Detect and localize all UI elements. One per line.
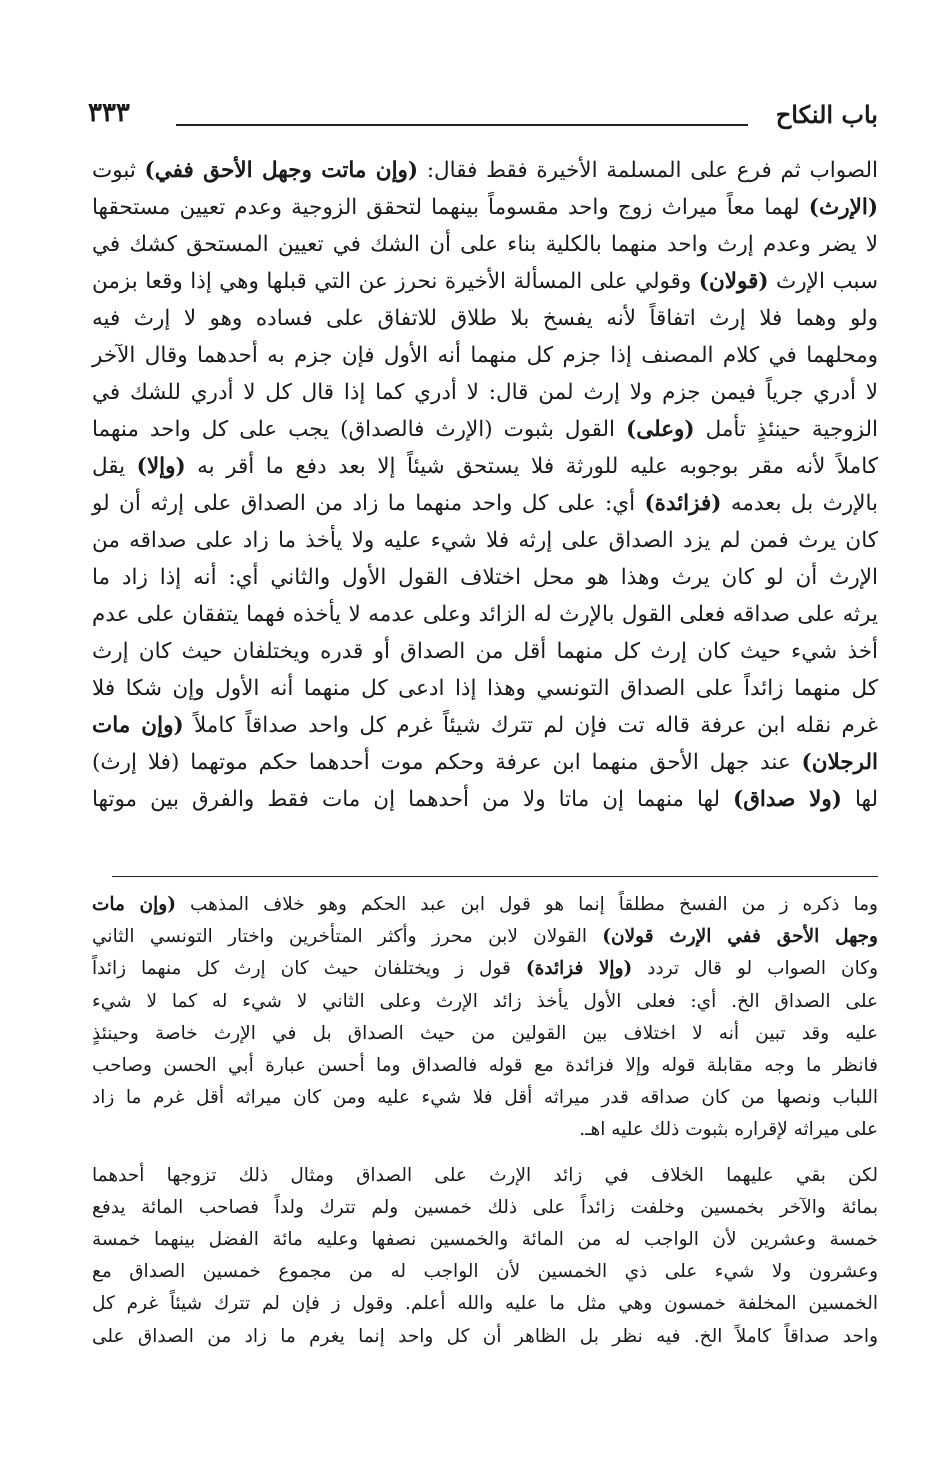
text-run: الزوجية حينئذٍ تأمل — [694, 417, 879, 442]
main-text-line — [92, 448, 878, 485]
bold-term: وجهل الأحق ففي الإرث قولان) — [602, 926, 878, 948]
text-run: بمائة والآخر بخمسين وخلفت زائداً على ذلك خمسين ولم تترك ولداً فصاحب المائة يدفع — [92, 1196, 878, 1218]
text-run: على الصداق الخ. أي: فعلى الأول يأخذ زائد الإرث وعلى الثاني لا شيء له كما لا شيء — [92, 990, 878, 1012]
text-run: القول بثبوت (الإرث فالصداق) يجب على كل واحد منهما — [92, 417, 627, 442]
footnotes — [92, 889, 878, 1353]
text-run: واحد صداقاً كاملاً الخ. فيه نظر بل الظاهر أن كل واحد إنما يغرم ما زاد من الصداق على — [92, 1325, 878, 1347]
text-run: وقولي على المسألة الأخيرة نحرز عن التي قبلها وهي إذا وقعا بزمن — [92, 269, 699, 294]
bold-term: الرجلان) — [801, 750, 878, 775]
text-run: قول ز ويختلفان حيث كان إرث كل منهما زائداً — [92, 958, 526, 980]
bold-term: (قولان) — [698, 269, 769, 294]
page-number: ٣٣٣ — [88, 98, 130, 128]
text-run: ومحلهما في كلام المصنف إذا جزم كل منهما أنه الأول فإن جزم به أحدهما وقال الآخر — [92, 343, 878, 368]
main-text-line — [92, 411, 878, 448]
main-text-line — [92, 226, 878, 263]
footnote-separator — [112, 876, 878, 877]
text-run: وكان الصواب لو قال تردد — [632, 958, 878, 980]
text-run: على ميراثه لإقراره بثبوت ذلك عليه اهـ. — [579, 1119, 878, 1141]
bold-term: (وإن ماتت وجهل الأحق ففي) — [144, 158, 419, 183]
text-run: يرثه على صداقه فعلى القول بالإرث له الزائد وعلى عدمه لا يأخذه فهما يتفقان على عدم — [92, 602, 878, 627]
footnote-line — [92, 1192, 878, 1224]
text-run: كان يرث فمن لم يزد الصداق على إرثه فلا شيء عليه ولا يأخذ ما زاد على صداقه من — [92, 528, 878, 553]
text-run: فانظر ما وجه مقابلة قوله وإلا فزائدة مع قوله فالصداق وما أحسن عبارة أبي الحسن وصاحب — [92, 1055, 878, 1077]
footnote-line — [92, 1018, 878, 1050]
footnote-line — [92, 1224, 878, 1256]
footnote-line — [92, 1114, 878, 1146]
text-run: عند جهل الأحق منهما ابن عرفة وحكم موت أحدهما حكم موتهما (فلا إرث) — [92, 750, 802, 775]
main-text-line — [92, 781, 878, 818]
bold-term: (وإلا فزائدة) — [525, 958, 633, 980]
text-run: غرم نقله ابن عرفة قاله تت فإن لم تترك شيئاً غرم كل واحد صداقاً كاملاً — [183, 713, 878, 738]
text-run: وعشرون ولا شيء على ذي الخمسين لأن الواجب له من مجموع خمسين الصداق مع — [92, 1261, 878, 1283]
main-text-line — [92, 670, 878, 707]
footnote-line — [92, 921, 878, 953]
main-text-line — [92, 189, 878, 226]
text-run: أي: على كل واحد منهما ما زاد من الصداق على إرثه أن لو — [92, 491, 645, 516]
main-text-line — [92, 152, 878, 189]
text-run: وما ذكره ز من الفسخ مطلقاً إنما هو قول ابن عبد الحكم وهو خلاف المذهب — [175, 894, 878, 915]
main-text-line — [92, 744, 878, 781]
text-run: بالإرث بل بعدمه — [721, 491, 879, 516]
text-run: لا أدري جرياً فيمن جزم ولا إرث لمن قال: لا أدري كما إذا قال كل لا أدري للشك في — [92, 380, 878, 405]
text-run: ولو وهما فلا إرث اتفاقاً لأنه يفسخ بلا طلاق للاتفاق على فساده وهو لا إرث فيه — [92, 306, 878, 331]
main-text-line — [92, 374, 878, 411]
footnote-line — [92, 1288, 878, 1320]
text-run: القولان لابن محرز وأكثر المتأخرين واختار التونسي الثاني — [92, 926, 603, 948]
footnote-line — [92, 889, 878, 921]
main-text-line — [92, 707, 878, 744]
footnote-line — [92, 986, 878, 1018]
main-text-line — [92, 596, 878, 633]
main-text-line — [92, 633, 878, 670]
main-text-line — [92, 522, 878, 559]
text-run: الإرث أن لو كان يرث وهذا هو محل اختلاف القول الأول والثاني أي: أنه إذا زاد ما — [92, 565, 878, 590]
text-run: الصواب ثم فرع على المسلمة الأخيرة فقط فقال: — [418, 158, 878, 183]
main-text-line — [92, 263, 878, 300]
text-run: الخمسين المخلفة خمسون وهي مثل ما عليه والله أعلم. وقول ز فإن لم تترك شيئاً غرم كل — [92, 1293, 878, 1315]
main-text-line — [92, 337, 878, 374]
main-text-line — [92, 485, 878, 522]
text-run: كل منهما زائداً على الصداق التونسي وهذا إذا ادعى كل منهما أنه الأول وإن شكا فلا — [92, 676, 878, 701]
text-run: لا يضر وعدم إرث واحد منهما بالكلية بناء على أن الشك في تعيين المستحق كشك في — [92, 232, 878, 257]
footnote-line — [92, 1082, 878, 1114]
text-run: خمسة وعشرين لأن الواجب له من المائة والخمسين نصفها وعليه مائة الفضل بينهما خمسة — [92, 1229, 878, 1251]
text-run: سبب الإرث — [768, 269, 879, 294]
header-rule — [176, 124, 748, 126]
main-text — [92, 152, 878, 818]
main-text-line — [92, 300, 878, 337]
footnote-line — [92, 1321, 878, 1353]
text-run: أخذ شيء حيث كان إرث كل منهما أقل من الصداق أو قدره ويختلفان حيث كان إرث — [92, 639, 878, 664]
text-run: لكن بقي عليهما الخلاف في زائد الإرث على الصداق ومثال ذلك تزوجها أحدهما — [92, 1164, 878, 1186]
text-run: اللباب ونصها من كان صداقه قدر ميراثه أقل فلا شيء عليه ومن كان ميراثه أقل غرم ما زاد — [92, 1087, 878, 1109]
main-text-line — [92, 559, 878, 596]
text-run: عليه وقد تبين أنه لا اختلاف بين القولين من حيث الصداق بل في الإرث خاصة وحينئذٍ — [92, 1022, 878, 1044]
bold-term: (ولا صداق) — [733, 787, 842, 812]
footnote-line — [92, 1256, 878, 1288]
bold-term: (فزائدة) — [644, 491, 722, 516]
footnote-line — [92, 1160, 878, 1192]
text-run: كاملاً لأنه مقر بوجوبه عليه للورثة فلا يستحق شيئاً إلا بعد دفع ما أقر به — [185, 454, 878, 479]
footnote-line — [92, 1050, 878, 1082]
text-run: لها — [841, 787, 878, 812]
page-header — [88, 98, 878, 138]
text-run: ثبوت — [92, 158, 145, 183]
bold-term: (وعلى) — [626, 417, 695, 442]
text-run: لهما معاً ميراث زوج واحد مقسوماً بينهما لتحقق الزوجية وعدم تعيين مستحقها — [92, 195, 809, 220]
text-run: لها منهما إن ماتا ولا من أحدهما إن مات فقط والفرق بين موتها — [92, 787, 734, 812]
footnote-line — [92, 953, 878, 985]
bold-term: (وإلا) — [136, 454, 186, 479]
bold-term: (وإن مات — [92, 894, 176, 915]
bold-term: (وإن مات — [92, 713, 184, 738]
bold-term: (الإرث) — [808, 195, 878, 220]
text-run: يقل — [92, 454, 137, 479]
chapter-title: باب النكاح — [775, 100, 878, 129]
